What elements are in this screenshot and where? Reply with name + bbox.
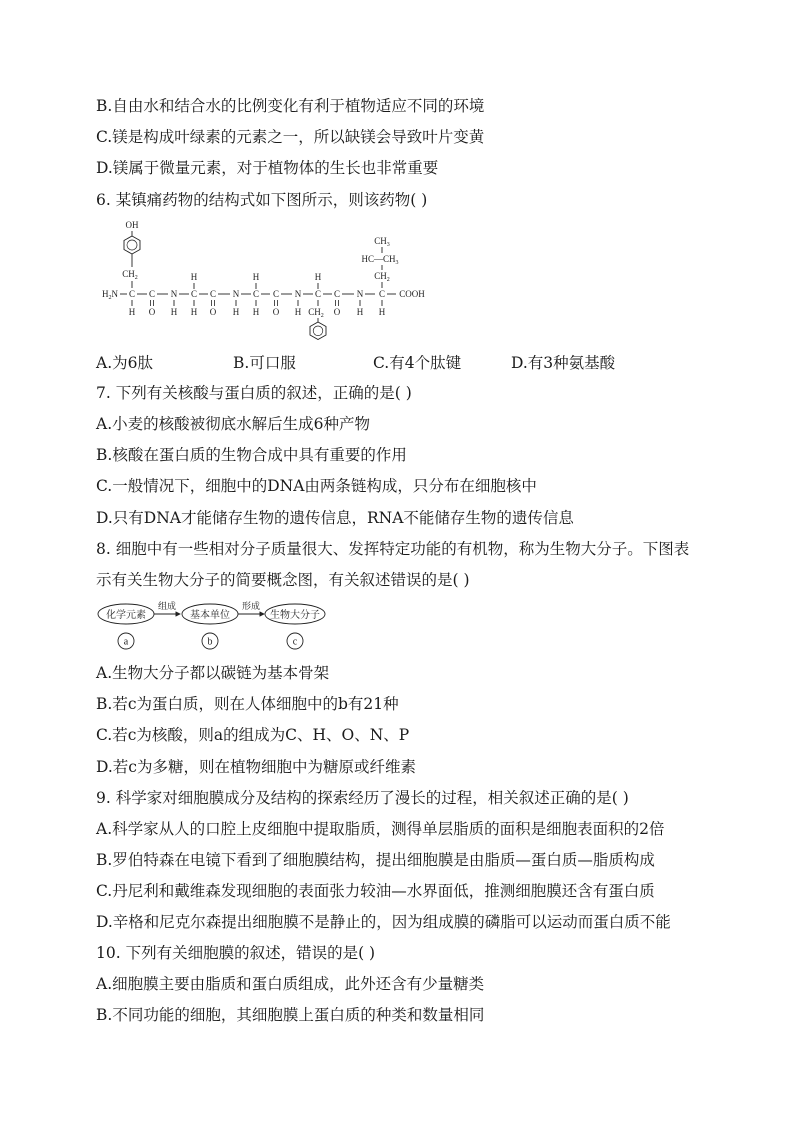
svg-text:C: C: [272, 289, 280, 299]
svg-text:H: H: [170, 307, 178, 317]
svg-text:C: C: [209, 289, 217, 299]
q6-option-a: A.为6肽: [96, 354, 153, 372]
q8-option-b: B.若c为蛋白质，则在人体细胞中的b有21种: [96, 695, 399, 713]
concept-map-figure: [96, 600, 336, 652]
q9-option-d: D.辛格和尼克尔森提出细胞膜不是静止的，因为组成膜的磷脂可以运动而蛋白质不能: [96, 913, 671, 931]
svg-text:C: C: [190, 289, 198, 299]
q7-option-a: A.小麦的核酸被彻底水解后生成6种产物: [96, 415, 370, 433]
q5-option-b: B.自由水和结合水的比例变化有利于植物适应不同的环境: [96, 97, 485, 115]
label-c: c: [292, 636, 298, 648]
q8-stem-line-1: 8. 细胞中有一些相对分子质量很大、发挥特定功能的有机物，称为生物大分子。下图表: [96, 540, 690, 558]
svg-text:H: H: [252, 307, 260, 317]
svg-text:H: H: [190, 272, 198, 282]
svg-text:H: H: [190, 307, 198, 317]
svg-text:C: C: [148, 289, 156, 299]
q6-option-d: D.有3种氨基酸: [511, 354, 616, 372]
svg-text:H: H: [232, 307, 240, 317]
q10-option-b: B.不同功能的细胞，其细胞膜上蛋白质的种类和数量相同: [96, 1006, 485, 1024]
svg-text:C: C: [378, 289, 386, 299]
q9-stem: 9. 科学家对细胞膜成分及结构的探索经历了漫长的过程，相关叙述正确的是( ): [96, 789, 629, 807]
label-a: a: [123, 636, 129, 648]
q9-option-b: B.罗伯特森在电镜下看到了细胞膜结构，提出细胞膜是由脂质—蛋白质—脂质构成: [96, 851, 655, 869]
q6-options: [96, 351, 736, 373]
q7-option-d: D.只有DNA才能储存生物的遗传信息，RNA不能储存生物的遗传信息: [96, 509, 574, 527]
svg-text:COOH: COOH: [399, 289, 425, 299]
svg-text:HC—CH3: $HC—CH_3$: [361, 254, 399, 266]
q5-option-c: C.镁是构成叶绿素的元素之一，所以缺镁会导致叶片变黄: [96, 128, 485, 146]
svg-text:O: O: [209, 307, 217, 317]
svg-text:H2N: $H_2N$: [102, 289, 118, 301]
svg-text:H: H: [378, 307, 386, 317]
q10-option-a: A.细胞膜主要由脂质和蛋白质组成，此外还含有少量糖类: [96, 975, 485, 993]
svg-text:CH3: $CH_3$: [374, 236, 390, 248]
svg-text:CH2: $CH_2$: [308, 307, 324, 319]
svg-text:H: H: [294, 307, 302, 317]
q6-option-b: B.可口服: [233, 354, 296, 372]
svg-text:H: H: [252, 272, 260, 282]
svg-text:H: H: [314, 272, 322, 282]
svg-text:O: O: [333, 307, 341, 317]
node-elements-label: 化学元素: [106, 610, 146, 621]
benzene-ring-icon: [124, 236, 140, 254]
q7-option-b: B.核酸在蛋白质的生物合成中具有重要的作用: [96, 446, 407, 464]
q7-option-c: C.一般情况下，细胞中的DNA由两条链构成，只分布在细胞核中: [96, 477, 537, 495]
svg-text:C: C: [128, 289, 136, 299]
node-units-label: 基本单位: [190, 610, 230, 621]
svg-text:N: N: [232, 289, 240, 299]
svg-text:N: N: [294, 289, 302, 299]
q8-option-d: D.若c为多糖，则在植物细胞中为糖原或纤维素: [96, 758, 416, 776]
svg-text:H: H: [128, 307, 136, 317]
arrow-label-compose: 组成: [157, 601, 177, 611]
arrow-label-form: 形成: [241, 601, 261, 611]
benzene-ring-icon: [310, 322, 326, 340]
q8-option-a: A.生物大分子都以碳链为基本骨架: [96, 664, 330, 682]
svg-text:O: O: [148, 307, 156, 317]
svg-text:N: N: [170, 289, 178, 299]
q6-stem: 6. 某镇痛药物的结构式如下图所示，则该药物( ): [96, 191, 428, 209]
node-macromolecule-label: 生物大分子: [270, 610, 320, 621]
q9-option-c: C.丹尼利和戴维森发现细胞的表面张力较油—水界面低，推测细胞膜还含有蛋白质: [96, 882, 655, 900]
q5-option-d: D.镁属于微量元素，对于植物体的生长也非常重要: [96, 159, 439, 177]
svg-text:O: O: [272, 307, 280, 317]
q7-stem: 7. 下列有关核酸与蛋白质的叙述，正确的是( ): [96, 384, 412, 402]
svg-text:H: H: [356, 307, 364, 317]
q10-stem: 10. 下列有关细胞膜的叙述，错误的是( ): [96, 944, 376, 962]
oh-label: OH: [125, 220, 139, 230]
svg-text:C: C: [314, 289, 322, 299]
q8-stem-line-2: 示有关生物大分子的简要概念图，有关叙述错误的是( ): [96, 571, 470, 589]
svg-text:N: N: [356, 289, 364, 299]
peptide-structure-figure: [96, 216, 436, 340]
svg-text:C: C: [252, 289, 260, 299]
q9-option-a: A.科学家从人的口腔上皮细胞中提取脂质，测得单层脂质的面积是细胞表面积的2倍: [96, 820, 665, 838]
q8-option-c: C.若c为核酸，则a的组成为C、H、O、N、P: [96, 726, 410, 744]
label-b: b: [207, 636, 213, 648]
svg-text:CH2: $CH_2$: [374, 271, 390, 283]
q6-option-c: C.有4个肽键: [373, 354, 462, 372]
svg-text:CH2: $CH_2$: [122, 269, 138, 281]
svg-text:C: C: [333, 289, 341, 299]
